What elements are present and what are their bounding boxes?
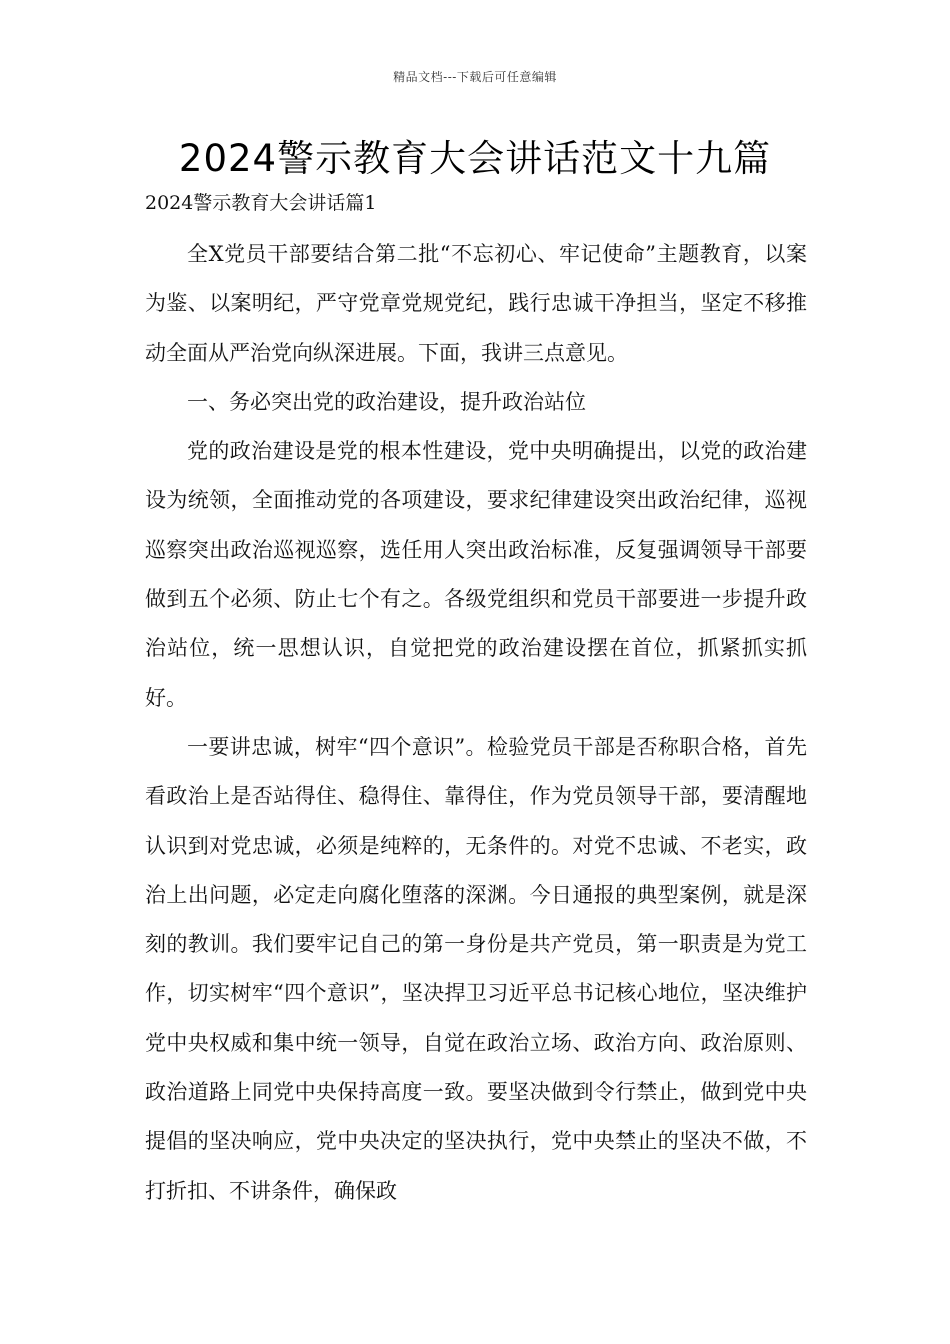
body-text (145, 230, 807, 1216)
paragraph-intro: 全X党员干部要结合第二批“不忘初心、牢记使命”主题教育，以案为鉴、以案明纪，严守党章党规党纪，践行忠诚干净担当，坚定不移推动全面从严治党向纵深进展。下面，我讲三点意见。 (145, 242, 807, 365)
header-note: 精品文档---下载后可任意编辑 (393, 70, 557, 84)
section-subtitle: 2024警示教育大会讲话篇1 (145, 192, 377, 214)
paragraph-loyalty: 一要讲忠诚，树牢“四个意识”。检验党员干部是否称职合格，首先看政治上是否站得住、稳得住、靠得住，作为党员领导干部，要清醒地认识到对党忠诚，必须是纯粹的，无条件的。对党不忠诚、不老实，政治上出问题，必定走向腐化堕落的深渊。今日通报的典型案例，就是深刻的教训。我们要牢记自己的第一身份是共产党员，第一职责是为党工作，切实树牢“四个意识”，坚决捍卫习近平总书记核心地位，坚决维护党中央权威和集中统一领导，自觉在政治立场、政治方向、政治原则、政治道路上同党中央保持高度一致。要坚决做到令行禁止，做到党中央提倡的坚决响应，党中央决定的坚决执行，党中央禁止的坚决不做，不打折扣、不讲条件，确保政 (145, 734, 807, 1203)
paragraph-heading-one: 一、务必突出党的政治建设，提升政治站位 (187, 389, 586, 414)
paragraph-political-building: 党的政治建设是党的根本性建设，党中央明确提出，以党的政治建设为统领，全面推动党的各项建设，要求纪律建设突出政治纪律，巡视巡察突出政治巡视巡察，选任用人突出政治标准，反复强调领导干部要做到五个必须、防止七个有之。各级党组织和党员干部要进一步提升政治站位，统一思想认识，自觉把党的政治建设摆在首位，抓紧抓实抓好。 (145, 439, 807, 710)
document-title: 2024警示教育大会讲话范文十九篇 (178, 137, 772, 180)
